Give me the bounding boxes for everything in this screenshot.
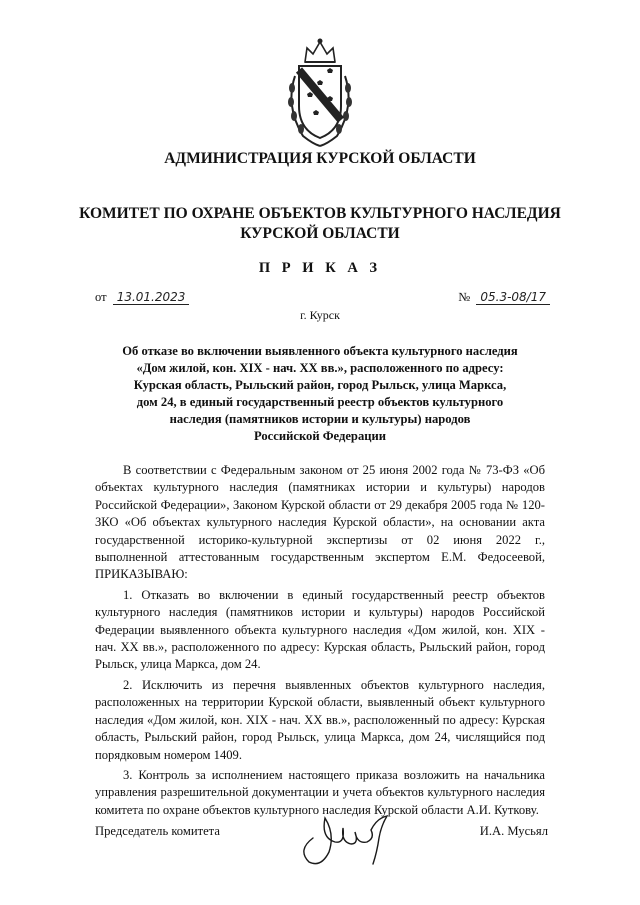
subject-line-3: Курская область, Рыльский район, город Рыльск, улица Маркса, (133, 378, 507, 392)
signatory-name: И.А. Мусьял (479, 824, 548, 838)
date-value: 13.01.2023 (113, 290, 190, 305)
signatory-title: Председатель комитета (95, 824, 220, 838)
number-prefix: № (458, 290, 471, 304)
subject-line-4: дом 24, в единый государственный реестр объектов культурного (136, 395, 504, 409)
number-value: 05.3-08/17 (476, 290, 550, 305)
order-date (95, 290, 189, 305)
committee-title-line-1: КОМИТЕТ ПО ОХРАНЕ ОБЪЕКТОВ КУЛЬТУРНОГО НАСЛЕДИЯ (79, 205, 561, 222)
body-preamble: В соответствии с Федеральным законом от 25 июня 2002 года № 73-ФЗ «Об объектах культурного наследия (памятниках истории и культуры) народов Российской Федерации», Законом Курской области от 29 декабря 2005 года № 120-ЗКО «Об объектах культурного наследия Курской области», на основании акта государственной историко-культурной экспертизы от 02 июня 2022 г., выполненной аттестованным государственным экспертом Е.М. Федосеевой, ПРИКАЗЫВАЮ: (95, 463, 545, 582)
order-body (95, 462, 545, 822)
administration-title: АДМИНИСТРАЦИЯ КУРСКОЙ ОБЛАСТИ (164, 150, 476, 167)
order-number (458, 290, 550, 305)
committee-title (0, 204, 640, 244)
committee-title-line-2: КУРСКОЙ ОБЛАСТИ (240, 225, 400, 242)
subject-line-5: наследия (памятников истории и культуры) народов (169, 412, 471, 426)
coat-of-arms-icon (283, 36, 357, 148)
subject-line-2: «Дом жилой, кон. XIX - нач. XX вв.», расположенного по адресу: (136, 361, 504, 375)
subject-line-1: Об отказе во включении выявленного объекта культурного наследия (122, 344, 518, 358)
date-prefix: от (95, 290, 107, 304)
subject-line-6: Российской Федерации (253, 429, 387, 443)
body-item-3: 3. Контроль за исполнением настоящего приказа возложить на начальника управления разрешительной документации и учета объектов культурного наследия комитета по охране объектов культурного наследия Курской области А.И. Куткову. (95, 767, 545, 817)
order-heading: П Р И К А З (258, 260, 382, 276)
order-subject (95, 343, 545, 445)
signature-icon (295, 808, 405, 868)
body-item-1: 1. Отказать во включении в единый государственный реестр объектов культурного наследия (памятников истории и культуры) народов Российской Федерации выявленного объекта культурного наследия «Дом жилой, кон. XIX - нач. XX вв.», расположенного по адресу: Курская область, Рыльский район, город Рыльск, улица Маркса, дом 24. (95, 587, 545, 672)
order-city: г. Курск (300, 308, 340, 322)
body-item-2: 2. Исключить из перечня выявленных объектов культурного наследия, расположенных на территории Курской области, выявленный объект культурного наследия «Дом жилой, кон. XIX - нач. XX вв.», расположенный по адресу: Курская область, Рыльский район, город Рыльск, улица Маркса, дом 24, числящийся под порядковым номером 1409. (95, 677, 545, 762)
